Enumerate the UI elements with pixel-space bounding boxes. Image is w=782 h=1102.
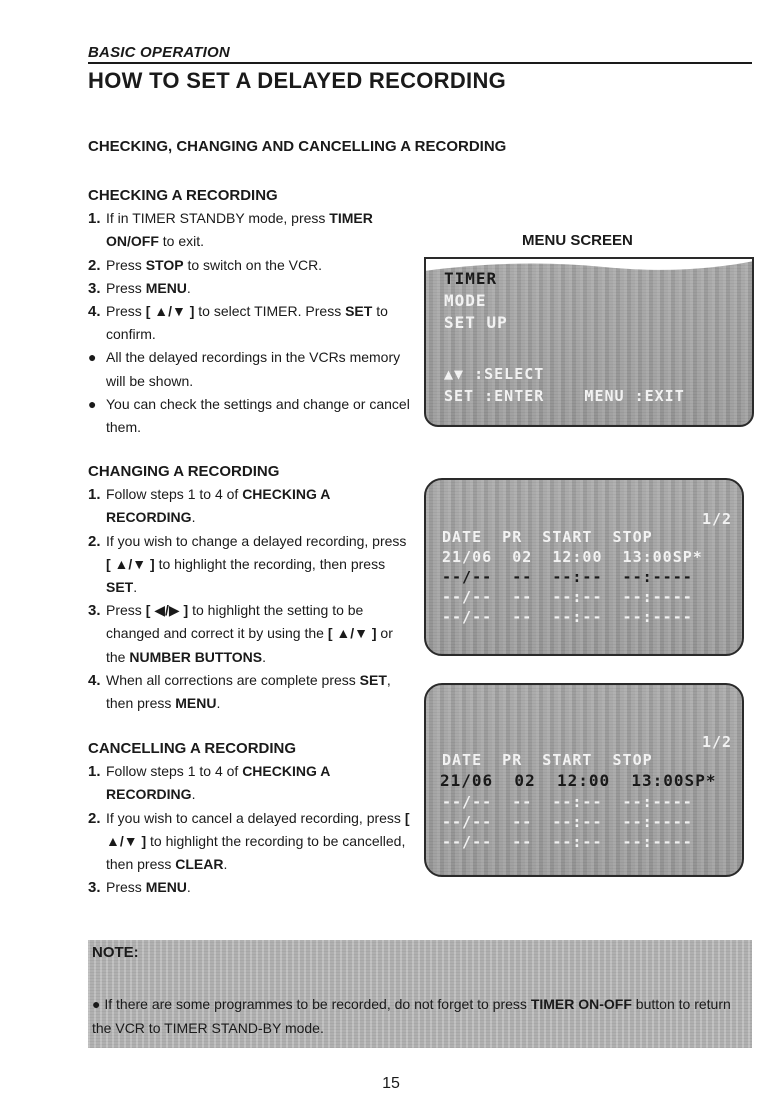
cancelling-step-2 — [88, 807, 413, 877]
list-header: DATE PR START STOP — [442, 528, 653, 546]
step-keyword: CLEAR — [175, 856, 224, 873]
header-rule — [88, 62, 752, 64]
step-text: to select TIMER. Press — [194, 303, 346, 320]
step-keyword: CHECKING A RECORDING — [106, 763, 330, 803]
step-text: to confirm. — [106, 303, 388, 343]
bullet-text: You can check the settings and change or cancel them. — [106, 395, 410, 436]
checking-step-1 — [88, 207, 413, 253]
list-row-highlighted: 21/06 02 12:00 13:00SP* — [442, 548, 703, 566]
timer-list-screen-change — [424, 478, 744, 656]
changing-step-3 — [88, 599, 413, 669]
checking-bullet-1 — [88, 346, 413, 392]
page-title: HOW TO SET A DELAYED RECORDING — [88, 68, 507, 93]
step-keyword: [ ▲/▼ ] — [106, 809, 410, 849]
step-keyword: [ ▲/▼ ] — [106, 555, 155, 572]
changing-step-1 — [88, 483, 413, 529]
changing-step-2 — [88, 530, 413, 600]
step-text: . — [216, 695, 221, 712]
timer-list-screen-cancel — [424, 683, 744, 877]
bullet-icon: ● — [88, 395, 97, 412]
step-number: 1. — [88, 763, 101, 781]
list-row: --/-- -- --:-- --:---- — [442, 608, 693, 626]
step-text: . — [191, 786, 196, 803]
step-text: to highlight the recording, then press — [154, 555, 386, 572]
checking-step-4 — [88, 300, 413, 346]
step-text: to highlight the recording to be cancelled, then press — [106, 832, 406, 873]
list-page-indicator: 1/2 — [702, 510, 733, 528]
step-keyword: CHECKING A RECORDING — [106, 486, 330, 526]
step-text: or the — [106, 625, 393, 665]
step-keyword: MENU — [175, 695, 217, 712]
subtitle: CHECKING, CHANGING AND CANCELLING A RECORDING — [88, 138, 507, 155]
section-label: BASIC OPERATION — [88, 44, 230, 61]
step-text: . — [186, 279, 191, 296]
menu-hint-select: ▲▼ :SELECT — [444, 365, 545, 383]
step-text: to switch on the VCR. — [183, 256, 323, 273]
step-keyword: [ ▲/▼ ] — [145, 303, 195, 320]
step-text: . — [186, 879, 191, 896]
checking-step-3 — [88, 277, 413, 300]
checking-heading: CHECKING A RECORDING — [88, 187, 278, 204]
step-text: If in TIMER STANDBY mode, press — [106, 210, 330, 227]
step-keyword: MENU — [145, 279, 187, 296]
step-number: 3. — [88, 879, 101, 897]
step-keyword: SET — [106, 579, 134, 596]
step-text: If you wish to cancel a delayed recording, press — [106, 809, 405, 826]
step-keyword: STOP — [145, 256, 184, 273]
step-keyword: [ ◀/▶ ] — [145, 602, 189, 619]
step-text: Press — [106, 303, 146, 320]
cancelling-section — [88, 737, 413, 899]
note-text-part: button to return the VCR to TIMER STAND-BY mode. — [92, 996, 731, 1036]
menu-screen-caption: MENU SCREEN — [522, 232, 633, 249]
step-text: . — [223, 856, 228, 873]
step-text: to highlight the setting to be changed and correct it by using the — [106, 602, 364, 642]
note-text — [92, 992, 742, 1040]
step-text: When all corrections are complete press — [106, 671, 360, 688]
menu-item-setup: SET UP — [444, 313, 508, 332]
step-text: Follow steps 1 to 4 of — [106, 486, 243, 503]
menu-hint-enter-exit: SET :ENTER MENU :EXIT — [444, 387, 685, 405]
step-number: 1. — [88, 210, 101, 228]
step-number: 1. — [88, 486, 101, 504]
step-number: 2. — [88, 532, 101, 550]
step-keyword: SET — [359, 671, 387, 688]
cancelling-step-1 — [88, 760, 413, 806]
note-keyword: TIMER ON-OFF — [530, 996, 632, 1012]
step-text: Press — [106, 879, 146, 896]
step-text: If you wish to change a delayed recording, press — [106, 532, 407, 549]
step-keyword: TIMER ON/OFF — [106, 210, 373, 250]
checking-section — [88, 184, 413, 439]
checking-step-2 — [88, 254, 413, 277]
step-text: . — [133, 579, 138, 596]
step-number: 4. — [88, 671, 101, 689]
menu-item-timer: TIMER — [444, 269, 498, 288]
step-keyword: MENU — [145, 879, 187, 896]
list-row-highlighted: 21/06 02 12:00 13:00SP* — [440, 771, 717, 790]
checking-bullet-2 — [88, 393, 413, 439]
menu-item-mode: MODE — [444, 291, 487, 310]
note-label: NOTE: — [92, 944, 139, 961]
list-page-indicator: 1/2 — [702, 733, 733, 751]
step-text: . — [191, 509, 196, 526]
step-text: Press — [106, 602, 146, 619]
changing-heading: CHANGING A RECORDING — [88, 463, 280, 480]
list-row: --/-- -- --:-- --:---- — [442, 813, 693, 831]
page-number: 15 — [382, 1075, 400, 1092]
cancelling-step-3 — [88, 876, 413, 899]
step-text: Press — [106, 279, 146, 296]
step-number: 3. — [88, 279, 101, 297]
list-row: --/-- -- --:-- --:---- — [442, 568, 693, 586]
list-row: --/-- -- --:-- --:---- — [442, 588, 693, 606]
step-number: 4. — [88, 303, 101, 321]
list-row: --/-- -- --:-- --:---- — [442, 793, 693, 811]
bullet-icon: ● — [92, 996, 101, 1012]
changing-section — [88, 460, 413, 715]
step-keyword: NUMBER BUTTONS — [129, 648, 263, 665]
step-text: Follow steps 1 to 4 of — [106, 763, 243, 780]
bullet-text: All the delayed recordings in the VCRs memory will be shown. — [106, 349, 401, 389]
note-text-part: If there are some programmes to be recorded, do not forget to press — [104, 996, 531, 1012]
step-number: 3. — [88, 602, 101, 620]
step-keyword: SET — [345, 303, 373, 320]
cancelling-heading: CANCELLING A RECORDING — [88, 740, 297, 757]
list-row: --/-- -- --:-- --:---- — [442, 833, 693, 851]
step-number: 2. — [88, 256, 101, 274]
step-text: . — [262, 648, 266, 665]
bullet-icon: ● — [88, 349, 97, 366]
note-box — [88, 940, 752, 1048]
menu-screen — [424, 257, 754, 427]
step-keyword: [ ▲/▼ ] — [327, 625, 377, 642]
step-text: Press — [106, 256, 146, 273]
list-header: DATE PR START STOP — [442, 751, 653, 769]
step-text: to exit. — [158, 233, 205, 250]
changing-step-4 — [88, 669, 413, 715]
step-number: 2. — [88, 809, 101, 827]
step-text: , then press — [106, 671, 391, 712]
